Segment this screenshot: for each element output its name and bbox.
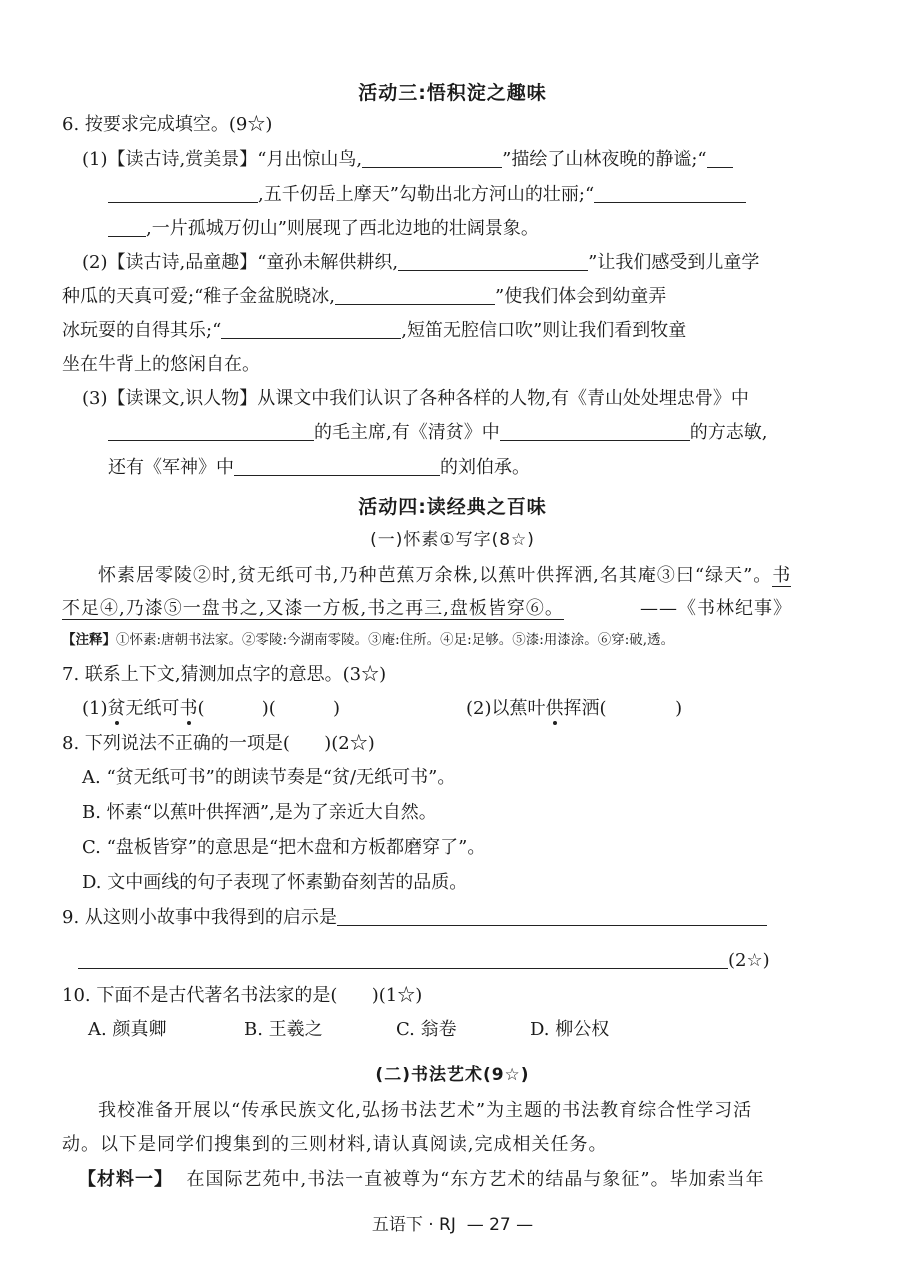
q6-p2-a: (2)【读古诗,品童趣】“童孙未解供耕织, (82, 252, 399, 273)
passage-source: ——《书林纪事》 (640, 598, 792, 619)
q6-p1-b: ”描绘了山林夜晚的静谧;“ (502, 149, 707, 170)
q6-stem: 6. 按要求完成填空。(9☆) (62, 114, 273, 135)
q9-blank-2[interactable] (78, 950, 728, 969)
q8-stem: 8. 下列说法不正确的一项是( )(2☆) (62, 733, 375, 754)
q6-part2-line2 (62, 284, 666, 310)
section2-intro-line1: 我校准备开展以“传承民族文化,弘扬书法艺术”为主题的书法教育综合性学习活 (98, 1100, 753, 1121)
q7-item2 (466, 696, 682, 722)
q6-blank-3b[interactable] (108, 218, 146, 237)
notes-label: 【注释】 (62, 632, 116, 648)
q8-option-b[interactable]: B. 怀素“以蕉叶供挥洒”,是为了亲近大自然。 (82, 802, 437, 823)
q6-part1-line2 (108, 182, 746, 208)
q6-p1-a: (1)【读古诗,赏美景】“月出惊山鸟, (82, 149, 363, 170)
q8-option-a[interactable]: A. “贫无纸可书”的朗读节奏是“贫/无纸可书”。 (82, 767, 456, 788)
q6-part1-line3 (108, 216, 539, 242)
passage-c: 不足④,乃漆⑤一盘书之,又漆一方板,书之再三,盘板皆穿⑥。 (62, 598, 564, 619)
q6-p2-d: ”使我们体会到幼童弄 (495, 286, 667, 307)
q9-line1 (62, 905, 767, 931)
q6-p3-b: 的毛主席,有《清贫》中 (314, 422, 500, 443)
notes-text: ①怀素:唐朝书法家。②零陵:今湖南零陵。③庵:住所。④足:足够。⑤漆:用漆涂。⑥穿:破,透。 (116, 632, 675, 648)
q6-blank-5[interactable] (335, 286, 495, 305)
q6-blank-2b[interactable] (108, 184, 258, 203)
q6-p3-e: 的刘伯承。 (440, 457, 530, 478)
q6-p1-d: ,一片孤城万仞山”则展现了西北边地的壮阔景象。 (146, 218, 539, 239)
q6-blank-7[interactable] (108, 422, 314, 441)
q9-score: (2☆) (728, 950, 770, 971)
q7-dot-char-2: 书 (179, 698, 198, 719)
passage-b: 书 (772, 565, 792, 586)
passage-a: 怀素居零陵②时,贫无纸可书,乃种芭蕉万余株,以蕉叶供挥洒,名其庵③曰“绿天”。 (98, 565, 773, 586)
q7-dot-char-1: 贫 (107, 698, 126, 719)
q6-part2-line3 (62, 318, 686, 344)
q6-part3-line2 (108, 420, 767, 446)
q7-stem: 7. 联系上下文,猜测加点字的意思。(3☆) (62, 664, 387, 685)
q6-p2-c: 种瓜的天真可爱;“稚子金盆脱晓冰, (62, 286, 335, 307)
section2-title: (二)书法艺术(9☆) (375, 1065, 530, 1085)
q7-item2-pre: (2)以蕉叶 (466, 698, 546, 719)
section1-title: (一)怀素①写字(8☆) (370, 530, 535, 550)
q6-part3-line1: (3)【读课文,识人物】从课文中我们认识了各种各样的人物,有《青山处处埋忠骨》中 (82, 388, 749, 409)
q6-blank-3a[interactable] (594, 184, 746, 203)
q9-line2 (78, 948, 770, 974)
activity4-title: 活动四:读经典之百味 (358, 496, 547, 518)
q6-blank-2a[interactable] (707, 149, 733, 168)
q7-dot-char-3: 供 (545, 698, 564, 719)
page-footer: 五语下 · RJ — 27 — (371, 1215, 534, 1235)
q6-blank-6[interactable] (221, 320, 401, 339)
q7-item1-pre: (1) (82, 698, 108, 719)
q9-stem: 9. 从这则小故事中我得到的启示是 (62, 907, 337, 928)
notes (62, 627, 674, 653)
material1-text: 在国际艺苑中,书法一直被尊为“东方艺术的结晶与象征”。毕加索当年 (186, 1169, 765, 1190)
q10-option-d[interactable]: D. 柳公权 (530, 1019, 610, 1040)
q8-option-c[interactable]: C. “盘板皆穿”的意思是“把木盘和方板都磨穿了”。 (82, 837, 486, 858)
passage-line1 (98, 563, 791, 589)
q6-p1-c: ,五千仞岳上摩天”勾勒出北方河山的壮丽;“ (258, 184, 595, 205)
q6-p3-d: 还有《军神》中 (108, 457, 234, 478)
q10-stem: 10. 下面不是古代著名书法家的是( )(1☆) (62, 985, 423, 1006)
q6-blank-9[interactable] (234, 457, 440, 476)
q6-blank-1[interactable] (362, 149, 502, 168)
q6-part2-line1 (82, 250, 759, 276)
passage-line2 (62, 596, 564, 622)
q6-p2-e: 冰玩耍的自得其乐;“ (62, 320, 222, 341)
q7-item1-answer[interactable]: ( )( ) (197, 698, 341, 719)
q6-blank-4[interactable] (398, 252, 588, 271)
material1-line (78, 1167, 765, 1193)
q9-blank-1[interactable] (337, 907, 767, 926)
q7-item1-mid: 无纸可 (125, 698, 180, 719)
q6-blank-8[interactable] (500, 422, 690, 441)
q8-option-d[interactable]: D. 文中画线的句子表现了怀素勤奋刻苦的品质。 (82, 872, 468, 893)
q6-p3-c: 的方志敏, (689, 422, 768, 443)
section2-intro-line2: 动。以下是同学们搜集到的三则材料,请认真阅读,完成相关任务。 (62, 1134, 608, 1155)
q7-item1 (82, 696, 340, 722)
q10-option-a[interactable]: A. 颜真卿 (88, 1019, 167, 1040)
q6-p2-f: ,短笛无腔信口吹”则让我们看到牧童 (401, 320, 687, 341)
q6-part1-line1 (82, 147, 733, 173)
q6-p2-b: ”让我们感受到儿童学 (588, 252, 760, 273)
activity3-title: 活动三:悟积淀之趣味 (358, 82, 547, 104)
q7-item2-answer[interactable]: 挥洒( ) (563, 698, 683, 719)
q10-option-c[interactable]: C. 翁卷 (396, 1019, 457, 1040)
material1-label: 【材料一】 (78, 1169, 173, 1190)
q6-part2-line4: 坐在牛背上的悠闲自在。 (62, 354, 260, 375)
q6-part3-line3 (108, 455, 530, 481)
q10-option-b[interactable]: B. 王羲之 (244, 1019, 323, 1040)
